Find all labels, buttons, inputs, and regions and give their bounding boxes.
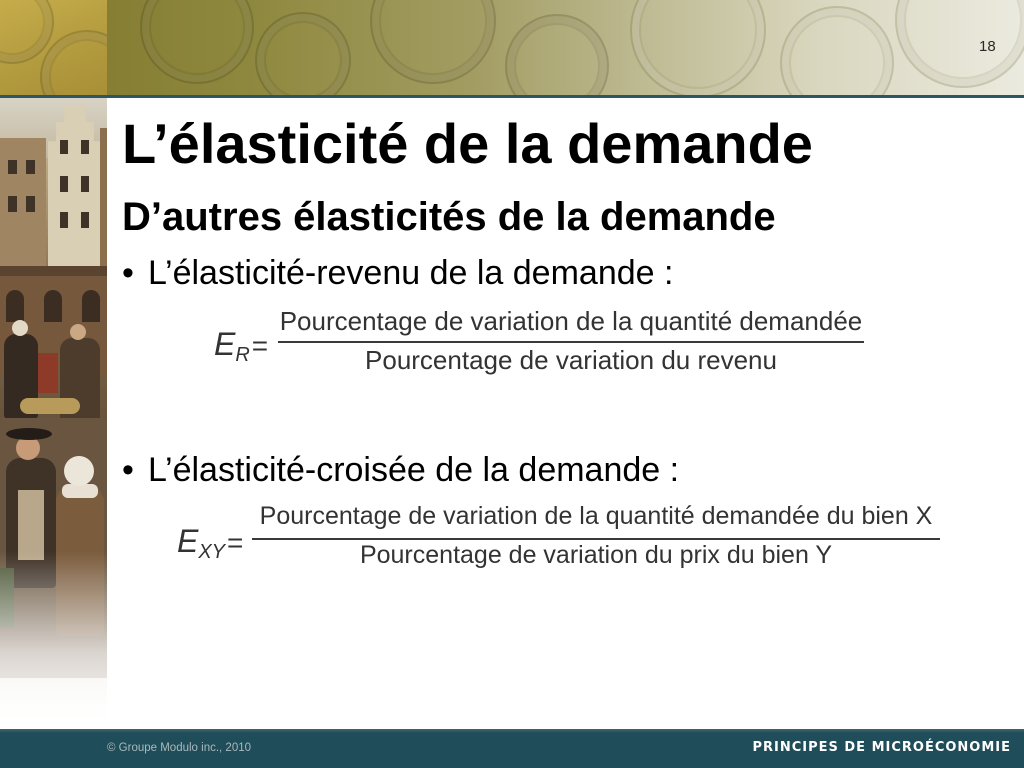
slide-number: 18	[979, 38, 996, 55]
coin-shape	[630, 0, 766, 95]
formula-cross-lhs	[177, 523, 243, 570]
formula-equals: =	[251, 330, 269, 361]
bullet-income-elasticity	[122, 253, 673, 293]
coin-shape	[780, 6, 894, 95]
slide-subtitle: D’autres élasticités de la demande	[122, 195, 776, 239]
coin-shape	[505, 14, 609, 95]
bullet-cross-elasticity	[122, 450, 679, 490]
slide-title: L’élasticité de la demande	[122, 112, 813, 175]
fraction-numerator: Pourcentage de variation de la quantité demandée	[279, 306, 863, 336]
coin-shape	[370, 0, 496, 84]
formula-subscript: XY	[198, 541, 226, 563]
fraction-denominator: Pourcentage de variation du revenu	[365, 345, 777, 375]
book-title-logo: PRINCIPES DE MICROÉCONOMIE	[752, 740, 1011, 755]
fraction-numerator: Pourcentage de variation de la quantité demandée du bien X	[259, 502, 933, 530]
copyright-text: © Groupe Modulo inc., 2010	[107, 742, 252, 754]
bullet-text: L’élasticité-revenu de la demande :	[148, 254, 674, 292]
bullet-text: L’élasticité-croisée de la demande :	[148, 451, 680, 489]
formula-symbol: E	[214, 326, 236, 362]
market-painting-image	[0, 98, 107, 728]
formula-equals: =	[227, 527, 244, 558]
header-banner	[0, 0, 1024, 95]
coin-shape	[895, 0, 1024, 88]
fraction-denominator: Pourcentage de variation du prix du bien Y	[359, 541, 833, 569]
formula-income-lhs	[214, 326, 268, 373]
painting-fade	[0, 98, 107, 728]
fraction-bar	[278, 341, 864, 343]
formula-subscript: R	[235, 344, 250, 366]
header-divider	[0, 95, 1024, 98]
footer-bar	[0, 729, 1024, 768]
bullet-glyph: •	[122, 451, 134, 489]
formula-cross-fraction	[252, 501, 940, 573]
banner-gold-tile	[0, 0, 107, 95]
coin-shape	[255, 12, 351, 95]
formula-income-fraction	[278, 306, 864, 378]
formula-symbol: E	[177, 523, 199, 559]
coin-shape	[140, 0, 254, 84]
bullet-glyph: •	[122, 254, 134, 292]
